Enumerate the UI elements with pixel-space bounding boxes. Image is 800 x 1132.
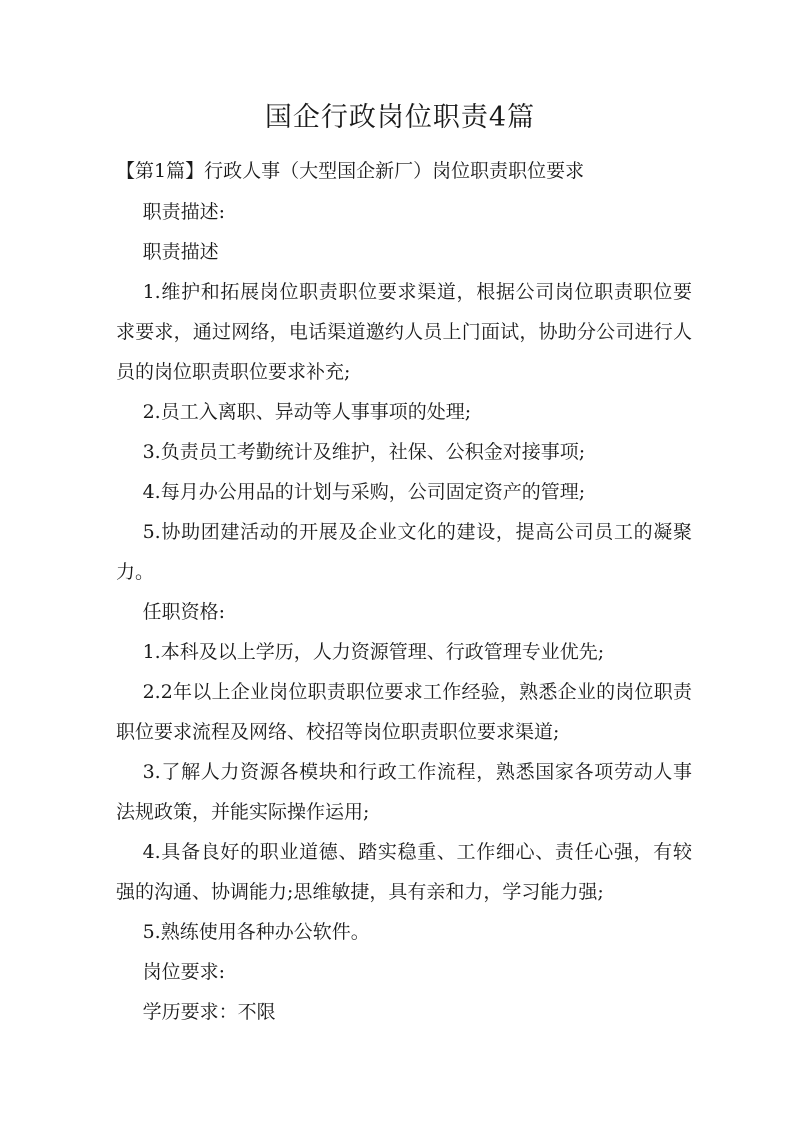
paragraph-education-requirement: 学历要求：不限: [142, 1001, 276, 1023]
paragraph-qualification-2: 2.2年以上企业岗位职责职位要求工作经验，熟悉企业的岗位职责职位要求流程及网络、校招等岗位职责职位要求渠道;: [116, 681, 692, 743]
paragraph-qualification-1: 1.本科及以上学历，人力资源管理、行政管理专业优先;: [142, 641, 605, 663]
paragraph-duties-label: 职责描述:: [142, 201, 225, 223]
document-body: [116, 192, 692, 1032]
paragraph-duty-4: 4.每月办公用品的计划与采购，公司固定资产的管理;: [142, 481, 586, 503]
document-title: 国企行政岗位职责4篇: [264, 102, 536, 133]
paragraph-qualification-5: 5.熟练使用各种办公软件。: [142, 921, 370, 943]
paragraph-duty-1: 1.维护和拓展岗位职责职位要求渠道，根据公司岗位职责职位要求要求，通过网络，电话渠道邀约人员上门面试，协助分公司进行人员的岗位职责职位要求补充;: [116, 281, 692, 383]
paragraph-duties-heading: 职责描述: [142, 241, 219, 263]
paragraph-duty-3: 3.负责员工考勤统计及维护，社保、公积金对接事项;: [142, 441, 586, 463]
paragraph-duty-5: 5.协助团建活动的开展及企业文化的建设，提高公司员工的凝聚力。: [116, 521, 692, 583]
paragraph-requirements-label: 岗位要求:: [142, 961, 225, 983]
section-heading: 【第1篇】行政人事（大型国企新厂）岗位职责职位要求: [116, 160, 585, 182]
paragraph-qualification-4: 4.具备良好的职业道德、踏实稳重、工作细心、责任心强，有较强的沟通、协调能力;思维敏捷，具有亲和力，学习能力强;: [116, 841, 692, 903]
paragraph-qualification-3: 3.了解人力资源各模块和行政工作流程，熟悉国家各项劳动人事法规政策，并能实际操作运用;: [116, 761, 692, 823]
paragraph-duty-2: 2.员工入离职、异动等人事事项的处理;: [142, 401, 472, 423]
paragraph-qualifications-label: 任职资格:: [142, 601, 225, 623]
